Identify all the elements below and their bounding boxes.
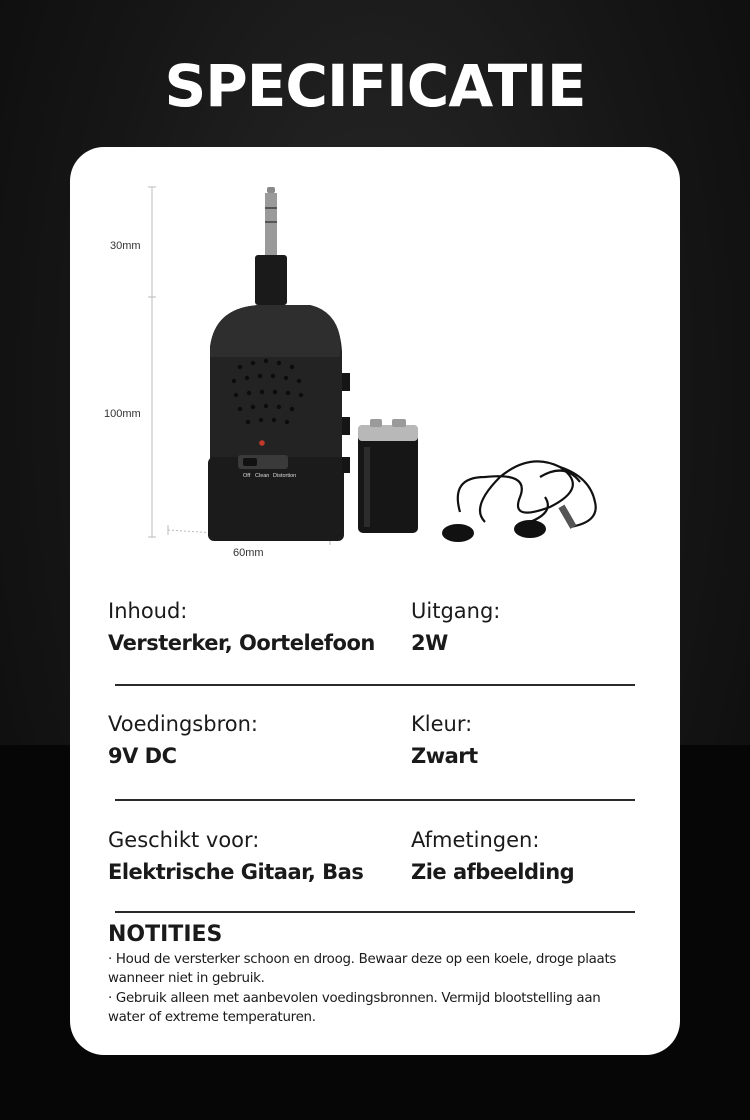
spec-label-output: Uitgang: <box>411 599 501 623</box>
switch-label-distortion: Distortion <box>273 473 297 479</box>
dim-label-height: 100mm <box>104 408 141 420</box>
dim-label-plug: 30mm <box>110 240 141 252</box>
earbud-right <box>514 520 546 538</box>
spec-label-dimensions: Afmetingen: <box>411 828 540 852</box>
earphones <box>458 461 596 527</box>
divider <box>115 684 635 686</box>
switch-label-off: Off <box>243 473 251 479</box>
spec-card <box>70 147 680 1055</box>
spec-label-color: Kleur: <box>411 712 473 736</box>
amplifier-body <box>208 305 350 541</box>
battery-9v <box>358 419 418 533</box>
earbud-left <box>442 524 474 542</box>
note-item: · Gebruik alleen met aanbevolen voedingsbronnen. Vermijd blootstelling aan water of extreme temperaturen. <box>108 991 601 1025</box>
spec-value-power: 9V DC <box>108 744 177 768</box>
spec-value-dimensions: Zie afbeelding <box>411 860 575 884</box>
spec-label-suitable-for: Geschikt voor: <box>108 828 260 852</box>
power-led <box>259 440 265 446</box>
divider <box>115 911 635 913</box>
divider <box>115 799 635 801</box>
dim-label-width: 60mm <box>233 547 264 559</box>
switch-label-clean: Clean <box>255 473 270 479</box>
note-item: · Houd de versterker schoon en droog. Bewaar deze op een koele, droge plaats wanneer niet in gebruik. <box>108 952 617 986</box>
spec-label-contents: Inhoud: <box>108 599 188 623</box>
spec-value-contents: Versterker, Oortelefoon <box>108 631 375 655</box>
spec-value-suitable-for: Elektrische Gitaar, Bas <box>108 860 364 884</box>
spec-value-color: Zwart <box>411 744 478 768</box>
page-title: SPECIFICATIE <box>164 52 586 120</box>
notes-title: NOTITIES <box>108 922 223 947</box>
product-image <box>90 177 610 577</box>
spec-label-power: Voedingsbron: <box>108 712 258 736</box>
jack-plug <box>255 187 287 305</box>
spec-value-output: 2W <box>411 631 448 655</box>
earphone-jack <box>558 505 576 529</box>
